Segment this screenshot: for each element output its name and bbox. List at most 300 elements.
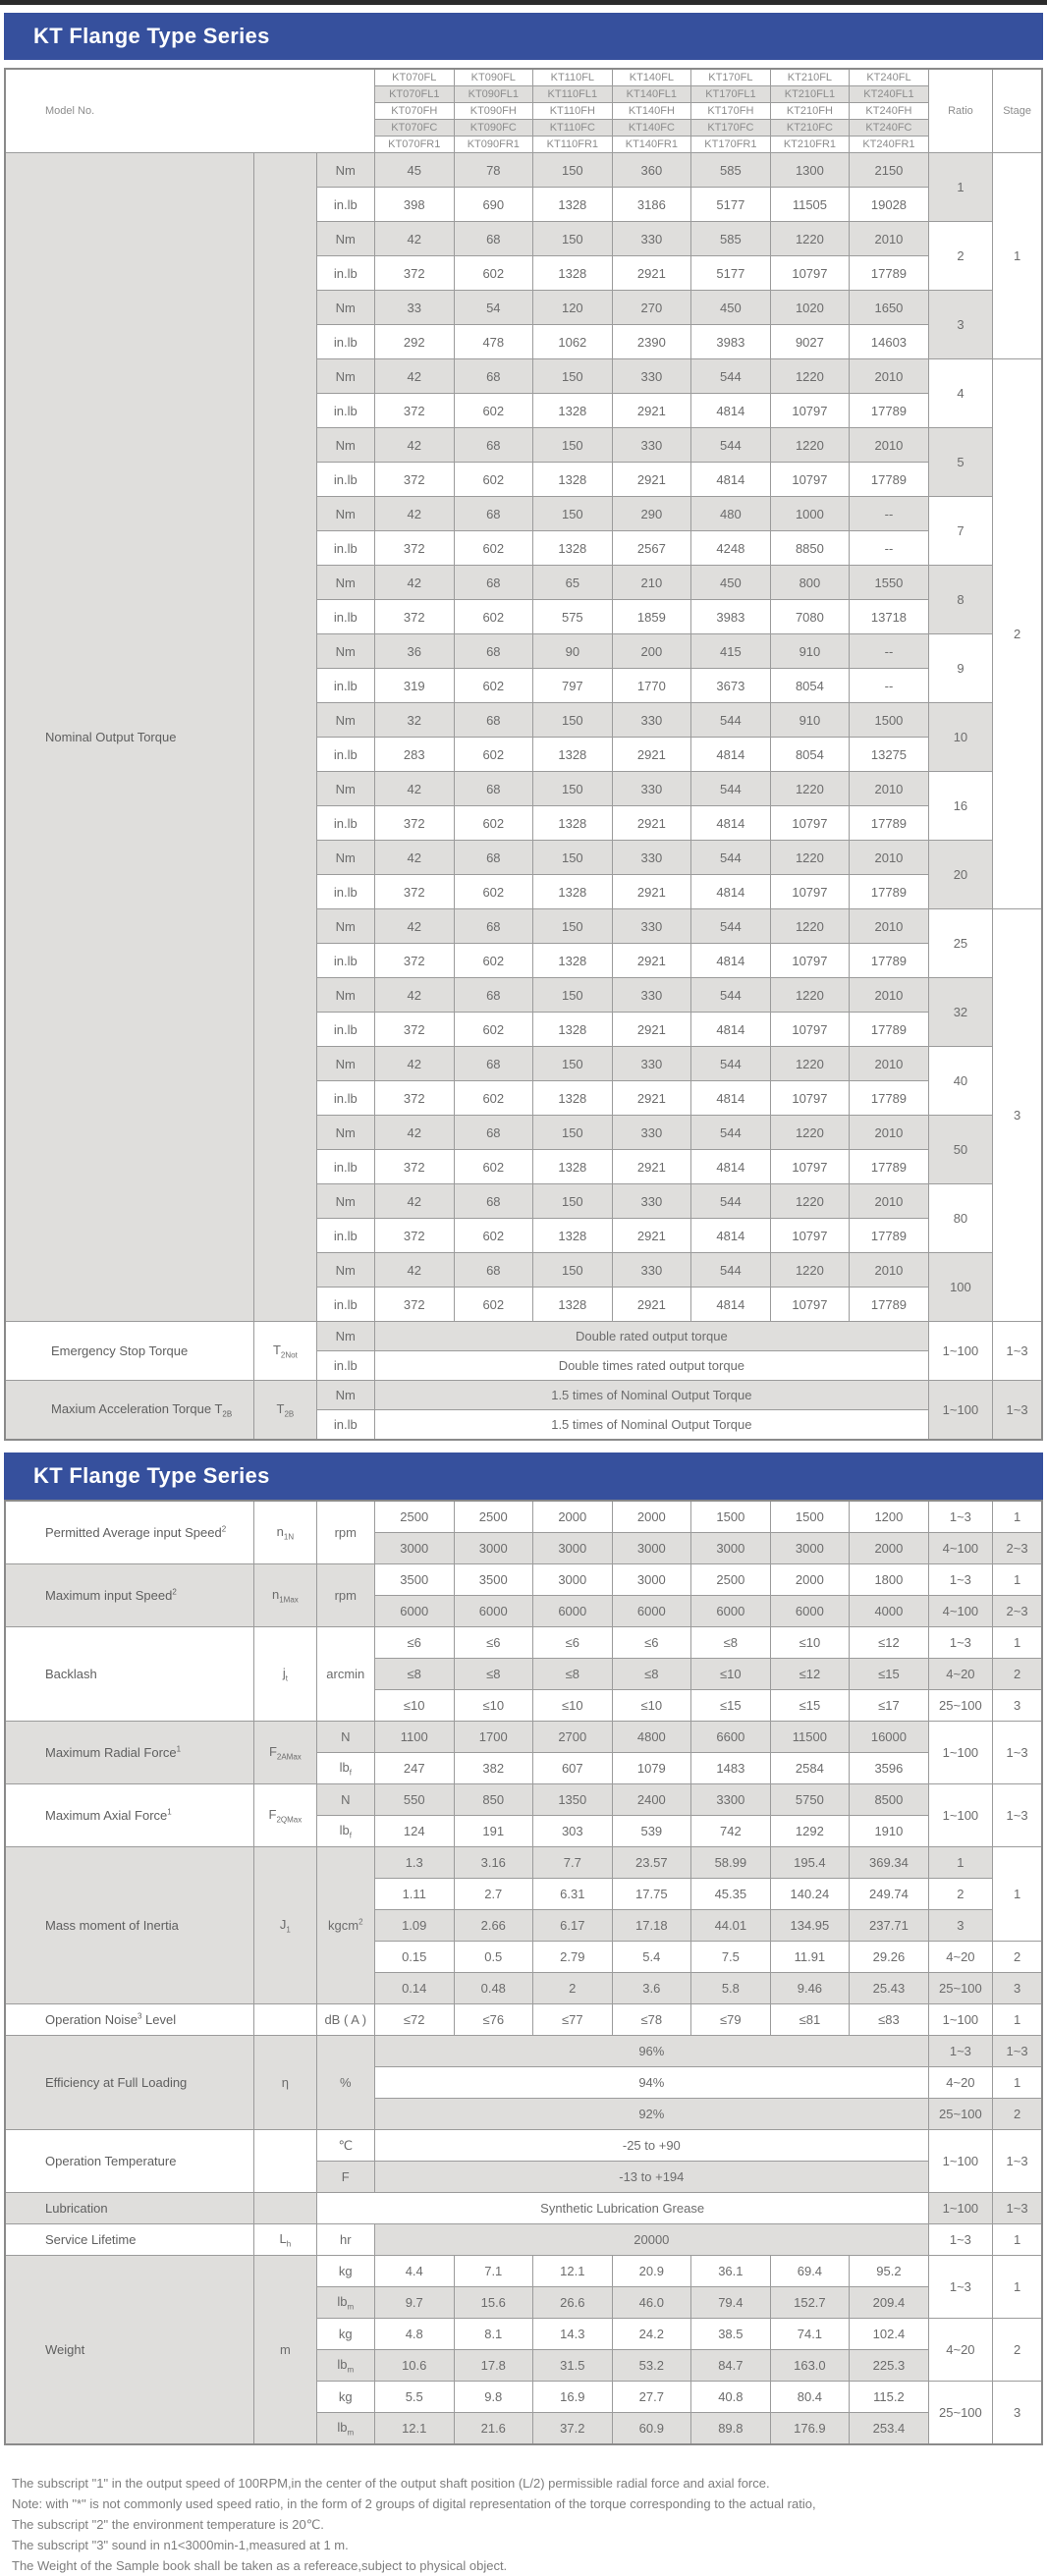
ratio-cell: 50 — [928, 1116, 992, 1184]
ratio-cell: 2 — [928, 1879, 992, 1910]
ratio-cell: 1~3 — [928, 1564, 992, 1596]
spec-value-cell: ≤10 — [533, 1690, 613, 1722]
torque-value-cell: 319 — [375, 669, 455, 703]
spec-value-cell: 2000 — [770, 1564, 850, 1596]
spec-value-cell: 2500 — [691, 1564, 771, 1596]
model-cell: KT210FL1 — [770, 86, 850, 103]
spec-value-cell: 2500 — [454, 1501, 533, 1533]
torque-value-cell: 54 — [454, 291, 533, 325]
spec-value-cell: 21.6 — [454, 2413, 533, 2445]
stage-cell: 1 — [993, 1564, 1042, 1596]
torque-value-cell: 544 — [691, 703, 771, 738]
spec-value-cell: ≤10 — [374, 1690, 454, 1722]
model-cell: KT210FH — [770, 103, 850, 120]
unit-cell: Nm — [316, 428, 374, 463]
stage-cell: 1~3 — [993, 1722, 1042, 1784]
torque-value-cell: 330 — [612, 1253, 691, 1288]
torque-value-cell: 42 — [375, 1253, 455, 1288]
torque-value-cell: 42 — [375, 1116, 455, 1150]
stage-cell: 2~3 — [993, 1596, 1042, 1627]
special-value-cell: Double times rated output torque — [375, 1351, 929, 1381]
spec-value-cell: 45.35 — [691, 1879, 771, 1910]
torque-value-cell: -- — [850, 634, 929, 669]
spec-value-cell: -25 to +90 — [374, 2130, 928, 2162]
torque-value-cell: 4814 — [691, 875, 771, 909]
torque-value-cell: 2010 — [850, 909, 929, 944]
unit-cell: ℃ — [316, 2130, 374, 2162]
torque-value-cell: 1500 — [850, 703, 929, 738]
model-no-header: Model No. — [5, 69, 375, 153]
unit-cell: rpm — [316, 1501, 374, 1564]
special-value-cell: Double rated output torque — [375, 1322, 929, 1351]
page — [0, 5, 1047, 2576]
spec-value-cell: 6600 — [691, 1722, 771, 1753]
ratio-cell: 25~100 — [928, 2382, 992, 2445]
torque-value-cell: 68 — [454, 1253, 533, 1288]
torque-value-cell: 690 — [454, 188, 533, 222]
stage-cell: 1 — [993, 2224, 1042, 2256]
spec-value-cell: 163.0 — [770, 2350, 850, 2382]
unit-cell: Nm — [316, 359, 374, 394]
torque-value-cell: 602 — [454, 944, 533, 978]
torque-value-cell: 33 — [375, 291, 455, 325]
torque-value-cell: 10797 — [770, 875, 850, 909]
unit-cell: Nm — [316, 497, 374, 531]
torque-value-cell: 17789 — [850, 875, 929, 909]
torque-value-cell: 1328 — [533, 738, 613, 772]
ratio-cell: 16 — [928, 772, 992, 841]
symbol-cell: η — [254, 2036, 316, 2130]
spec-value-cell: 1910 — [850, 1816, 929, 1847]
torque-value-cell: 5177 — [691, 256, 771, 291]
torque-value-cell: 8850 — [770, 531, 850, 566]
torque-value-cell: 42 — [375, 909, 455, 944]
torque-value-cell: 2921 — [612, 1150, 691, 1184]
spec-value-cell: 38.5 — [691, 2319, 771, 2350]
spec-value-cell: 5.8 — [691, 1973, 771, 2004]
ratio-cell: 1~100 — [928, 1784, 992, 1847]
torque-value-cell: 1328 — [533, 806, 613, 841]
ratio-cell: 5 — [928, 428, 992, 497]
ratio-cell: 3 — [928, 291, 992, 359]
torque-value-cell: -- — [850, 497, 929, 531]
torque-value-cell: 372 — [375, 1013, 455, 1047]
torque-value-cell: 575 — [533, 600, 613, 634]
spec-value-cell: 44.01 — [691, 1910, 771, 1942]
torque-value-cell: 372 — [375, 463, 455, 497]
torque-value-cell: 372 — [375, 1219, 455, 1253]
model-cell: KT170FL — [691, 69, 771, 86]
torque-value-cell: 4814 — [691, 1219, 771, 1253]
torque-value-cell: 372 — [375, 531, 455, 566]
stage-cell: 3 — [993, 1973, 1042, 2004]
torque-value-cell: 10797 — [770, 463, 850, 497]
spec-row-label: Maximum Axial Force$^1$ — [5, 1784, 254, 1847]
torque-value-cell: 415 — [691, 634, 771, 669]
torque-value-cell: 68 — [454, 978, 533, 1013]
torque-value-cell: 3186 — [612, 188, 691, 222]
kt-series-table-2 — [4, 1500, 1043, 2445]
ratio-cell: 1~3 — [928, 2224, 992, 2256]
spec-value-cell: 29.26 — [850, 1942, 929, 1973]
torque-value-cell: 1650 — [850, 291, 929, 325]
unit-cell: kg — [316, 2382, 374, 2413]
torque-value-cell: 450 — [691, 566, 771, 600]
spec-value-cell: 58.99 — [691, 1847, 771, 1879]
spec-value-cell: 5.4 — [612, 1942, 691, 1973]
unit-cell: Nm — [316, 909, 374, 944]
torque-value-cell: 9027 — [770, 325, 850, 359]
torque-value-cell: 150 — [533, 1184, 613, 1219]
torque-value-cell: 68 — [454, 497, 533, 531]
spec-value-cell: 2.7 — [454, 1879, 533, 1910]
torque-value-cell: 10797 — [770, 1150, 850, 1184]
spec-value-cell: 3000 — [454, 1533, 533, 1564]
torque-value-cell: 544 — [691, 909, 771, 944]
spec-value-cell: 3000 — [770, 1533, 850, 1564]
footnotes — [12, 2473, 1043, 2576]
spec-value-cell: 152.7 — [770, 2287, 850, 2319]
spec-value-cell: 247 — [374, 1753, 454, 1784]
spec-value-cell: ≤15 — [691, 1690, 771, 1722]
torque-value-cell: 17789 — [850, 1219, 929, 1253]
spec-value-cell: 12.1 — [533, 2256, 613, 2287]
torque-value-cell: 68 — [454, 841, 533, 875]
spec-value-cell: ≤12 — [850, 1627, 929, 1659]
spec-row-label: Mass moment of Inertia — [5, 1847, 254, 2004]
unit-cell: Nm — [316, 566, 374, 600]
table-1-body — [5, 69, 1042, 1440]
stage-cell: 2 — [993, 1659, 1042, 1690]
torque-value-cell: 17789 — [850, 944, 929, 978]
spec-value-cell: 94% — [374, 2067, 928, 2099]
spec-row-label: Service Lifetime — [5, 2224, 254, 2256]
model-cell: KT170FH — [691, 103, 771, 120]
footnote-line: The Weight of the Sample book shall be taken as a refereace,subject to physical object. — [12, 2558, 508, 2573]
symbol-cell: $n_{1N}$ — [254, 1501, 316, 1564]
spec-value-cell: 3.6 — [612, 1973, 691, 2004]
torque-value-cell: 68 — [454, 703, 533, 738]
spec-value-cell: 115.2 — [850, 2382, 929, 2413]
torque-value-cell: 1220 — [770, 222, 850, 256]
torque-value-cell: 602 — [454, 394, 533, 428]
spec-value-cell: ≤78 — [612, 2004, 691, 2036]
torque-value-cell: 42 — [375, 978, 455, 1013]
torque-value-cell: 4814 — [691, 806, 771, 841]
nominal-torque-label: Nominal Output Torque — [5, 153, 254, 1322]
stage-cell: 1 — [993, 2256, 1042, 2319]
ratio-cell: 1~3 — [928, 2036, 992, 2067]
spec-value-cell: 303 — [533, 1816, 613, 1847]
ratio-cell: 4~20 — [928, 2067, 992, 2099]
symbol-cell — [254, 2193, 316, 2224]
torque-value-cell: 1328 — [533, 256, 613, 291]
unit-cell: Nm — [316, 291, 374, 325]
unit-cell: kg — [316, 2256, 374, 2287]
torque-value-cell: 1328 — [533, 1013, 613, 1047]
spec-value-cell: 1.3 — [374, 1847, 454, 1879]
spec-value-cell: 6.17 — [533, 1910, 613, 1942]
ratio-cell: 1~100 — [928, 1381, 992, 1441]
spec-value-cell: 0.48 — [454, 1973, 533, 2004]
model-cell: KT170FC — [691, 120, 771, 137]
torque-value-cell: 1220 — [770, 428, 850, 463]
torque-value-cell: 1062 — [533, 325, 613, 359]
stage-cell: 3 — [993, 909, 1042, 1322]
torque-value-cell: 1328 — [533, 1081, 613, 1116]
torque-value-cell: 544 — [691, 428, 771, 463]
ratio-cell: 1~100 — [928, 2004, 992, 2036]
torque-value-cell: 10797 — [770, 806, 850, 841]
spec-value-cell: ≤8 — [612, 1659, 691, 1690]
stage-cell: 1 — [993, 153, 1042, 359]
model-cell: KT090FL1 — [454, 86, 533, 103]
spec-value-cell: 31.5 — [533, 2350, 613, 2382]
torque-value-cell: 68 — [454, 1184, 533, 1219]
unit-cell: in.lb — [316, 463, 374, 497]
torque-value-cell: 1328 — [533, 944, 613, 978]
torque-value-cell: 372 — [375, 806, 455, 841]
ratio-header: Ratio — [928, 69, 992, 153]
torque-value-cell: 2921 — [612, 738, 691, 772]
torque-value-cell: 42 — [375, 772, 455, 806]
torque-value-cell: 544 — [691, 1253, 771, 1288]
torque-value-cell: 10797 — [770, 394, 850, 428]
torque-value-cell: 120 — [533, 291, 613, 325]
torque-value-cell: 36 — [375, 634, 455, 669]
torque-value-cell: 1859 — [612, 600, 691, 634]
spec-row-label: Weight — [5, 2256, 254, 2445]
spec-value-cell: 742 — [691, 1816, 771, 1847]
torque-value-cell: 544 — [691, 1116, 771, 1150]
torque-value-cell: 1220 — [770, 1047, 850, 1081]
unit-cell: in.lb — [316, 1150, 374, 1184]
symbol-cell: $J_1$ — [254, 1847, 316, 2004]
stage-cell: 3 — [993, 2382, 1042, 2445]
spec-value-cell: 6000 — [454, 1596, 533, 1627]
ratio-cell: 8 — [928, 566, 992, 634]
unit-cell: Nm — [316, 841, 374, 875]
torque-value-cell: 2567 — [612, 531, 691, 566]
torque-value-cell: 200 — [612, 634, 691, 669]
spec-value-cell: ≤79 — [691, 2004, 771, 2036]
spec-value-cell: 96% — [374, 2036, 928, 2067]
torque-value-cell: 330 — [612, 909, 691, 944]
ratio-cell: 4~20 — [928, 1942, 992, 1973]
spec-value-cell: ≤8 — [691, 1627, 771, 1659]
spec-value-cell: 2400 — [612, 1784, 691, 1816]
ratio-cell: 1 — [928, 1847, 992, 1879]
stage-cell: 2 — [993, 2319, 1042, 2382]
ratio-cell: 40 — [928, 1047, 992, 1116]
unit-cell: $lb_m$ — [316, 2350, 374, 2382]
torque-value-cell: 17789 — [850, 394, 929, 428]
model-cell: KT070FC — [375, 120, 455, 137]
torque-value-cell: 1328 — [533, 1288, 613, 1322]
spec-value-cell: 25.43 — [850, 1973, 929, 2004]
spec-value-cell: 4.8 — [374, 2319, 454, 2350]
torque-value-cell: 68 — [454, 222, 533, 256]
torque-value-cell: 42 — [375, 359, 455, 394]
torque-value-cell: 78 — [454, 153, 533, 188]
spec-value-cell: 1483 — [691, 1753, 771, 1784]
torque-value-cell: 14603 — [850, 325, 929, 359]
ratio-cell: 4~100 — [928, 1533, 992, 1564]
torque-value-cell: 602 — [454, 600, 533, 634]
spec-value-cell: 1700 — [454, 1722, 533, 1753]
torque-value-cell: 17789 — [850, 463, 929, 497]
torque-value-cell: 10797 — [770, 1081, 850, 1116]
torque-value-cell: 544 — [691, 1047, 771, 1081]
unit-cell: Nm — [316, 1184, 374, 1219]
spec-value-cell: ≤6 — [374, 1627, 454, 1659]
torque-value-cell: 602 — [454, 1288, 533, 1322]
spec-value-cell: 9.46 — [770, 1973, 850, 2004]
spec-value-cell: 6000 — [612, 1596, 691, 1627]
model-cell: KT170FR1 — [691, 137, 771, 153]
symbol-cell — [254, 2130, 316, 2193]
spec-value-cell: 53.2 — [612, 2350, 691, 2382]
unit-cell: Nm — [316, 1253, 374, 1288]
torque-value-cell: 602 — [454, 463, 533, 497]
torque-value-cell: 150 — [533, 772, 613, 806]
spec-value-cell: 3000 — [374, 1533, 454, 1564]
torque-value-cell: 19028 — [850, 188, 929, 222]
spec-value-cell: ≤12 — [770, 1659, 850, 1690]
unit-cell: in.lb — [316, 1288, 374, 1322]
ratio-cell: 10 — [928, 703, 992, 772]
spec-value-cell: 0.5 — [454, 1942, 533, 1973]
spec-value-cell: 2584 — [770, 1753, 850, 1784]
torque-value-cell: 2921 — [612, 256, 691, 291]
unit-cell: in.lb — [316, 394, 374, 428]
torque-value-cell: 330 — [612, 1184, 691, 1219]
torque-value-cell: 1328 — [533, 1150, 613, 1184]
spec-value-cell: -13 to +194 — [374, 2162, 928, 2193]
ratio-cell: 9 — [928, 634, 992, 703]
spec-value-cell: 3000 — [612, 1564, 691, 1596]
stage-cell: 2~3 — [993, 1533, 1042, 1564]
spec-value-cell: ≤10 — [770, 1627, 850, 1659]
torque-value-cell: 3983 — [691, 600, 771, 634]
ratio-cell: 1~100 — [928, 2193, 992, 2224]
torque-value-cell: 65 — [533, 566, 613, 600]
stage-cell: 2 — [993, 1942, 1042, 1973]
symbol-cell: m — [254, 2256, 316, 2445]
torque-value-cell: 90 — [533, 634, 613, 669]
torque-value-cell: 4248 — [691, 531, 771, 566]
spec-value-cell: 20000 — [374, 2224, 928, 2256]
torque-value-cell: 68 — [454, 909, 533, 944]
model-cell: KT140FC — [612, 120, 691, 137]
torque-value-cell: 330 — [612, 359, 691, 394]
spec-value-cell: ≤15 — [770, 1690, 850, 1722]
torque-value-cell: 1328 — [533, 188, 613, 222]
torque-value-cell: 68 — [454, 566, 533, 600]
model-cell: KT110FL1 — [533, 86, 613, 103]
torque-value-cell: 372 — [375, 875, 455, 909]
ratio-cell: 1~100 — [928, 1322, 992, 1381]
torque-value-cell: 1220 — [770, 359, 850, 394]
torque-value-cell: 372 — [375, 394, 455, 428]
torque-value-cell: 797 — [533, 669, 613, 703]
stage-cell: 2 — [993, 359, 1042, 909]
spec-value-cell: 0.15 — [374, 1942, 454, 1973]
spec-value-cell: 84.7 — [691, 2350, 771, 2382]
unit-cell: $lb_f$ — [316, 1753, 374, 1784]
ratio-cell: 25 — [928, 909, 992, 978]
unit-cell: N — [316, 1784, 374, 1816]
spec-value-cell: 16000 — [850, 1722, 929, 1753]
spec-value-cell: 191 — [454, 1816, 533, 1847]
torque-value-cell: 2921 — [612, 806, 691, 841]
spec-value-cell: 539 — [612, 1816, 691, 1847]
torque-value-cell: 42 — [375, 222, 455, 256]
spec-value-cell: ≤17 — [850, 1690, 929, 1722]
unit-cell: Nm — [316, 1047, 374, 1081]
spec-value-cell: 2500 — [374, 1501, 454, 1533]
model-cell: KT140FL — [612, 69, 691, 86]
torque-value-cell: 4814 — [691, 1081, 771, 1116]
spec-value-cell: ≤76 — [454, 2004, 533, 2036]
torque-value-cell: 330 — [612, 1047, 691, 1081]
torque-value-cell: 4814 — [691, 1013, 771, 1047]
torque-value-cell: 1020 — [770, 291, 850, 325]
torque-value-cell: 68 — [454, 359, 533, 394]
spec-value-cell: 12.1 — [374, 2413, 454, 2445]
ratio-cell: 25~100 — [928, 1690, 992, 1722]
footnote-line: The subscript "1" in the output speed of 100RPM,in the center of the output shaft position (L/2) permissible radial force and axial force. — [12, 2476, 770, 2491]
torque-value-cell: 2010 — [850, 359, 929, 394]
spec-value-cell: ≤6 — [454, 1627, 533, 1659]
torque-value-cell: 330 — [612, 1116, 691, 1150]
spec-value-cell: 124 — [374, 1816, 454, 1847]
spec-value-cell: 1500 — [691, 1501, 771, 1533]
torque-value-cell: 602 — [454, 806, 533, 841]
torque-value-cell: 2921 — [612, 394, 691, 428]
unit-cell: in.lb — [316, 188, 374, 222]
torque-value-cell: 1220 — [770, 1253, 850, 1288]
ratio-cell: 25~100 — [928, 2099, 992, 2130]
spec-value-cell: 60.9 — [612, 2413, 691, 2445]
spec-value-cell: 4.4 — [374, 2256, 454, 2287]
unit-cell: Nm — [316, 1116, 374, 1150]
torque-value-cell: 330 — [612, 772, 691, 806]
torque-value-cell: 13718 — [850, 600, 929, 634]
spec-value-cell: 37.2 — [533, 2413, 613, 2445]
torque-value-cell: 3983 — [691, 325, 771, 359]
torque-value-cell: 330 — [612, 222, 691, 256]
spec-value-cell: 27.7 — [612, 2382, 691, 2413]
model-cell: KT240FL — [850, 69, 929, 86]
torque-value-cell: 42 — [375, 497, 455, 531]
torque-value-cell: 544 — [691, 978, 771, 1013]
unit-cell: in.lb — [316, 1410, 374, 1441]
model-cell: KT090FL — [454, 69, 533, 86]
spec-value-cell: 17.18 — [612, 1910, 691, 1942]
ratio-cell: 1~3 — [928, 1501, 992, 1533]
spec-value-cell: 8500 — [850, 1784, 929, 1816]
spec-value-cell: 16.9 — [533, 2382, 613, 2413]
stage-cell: 1~3 — [993, 1322, 1042, 1381]
symbol-cell: $T_{2Not}$ — [254, 1322, 316, 1381]
torque-value-cell: 1000 — [770, 497, 850, 531]
torque-value-cell: 150 — [533, 428, 613, 463]
torque-value-cell: 4814 — [691, 738, 771, 772]
torque-value-cell: 372 — [375, 1288, 455, 1322]
torque-value-cell: 602 — [454, 669, 533, 703]
spec-value-cell: ≤15 — [850, 1659, 929, 1690]
